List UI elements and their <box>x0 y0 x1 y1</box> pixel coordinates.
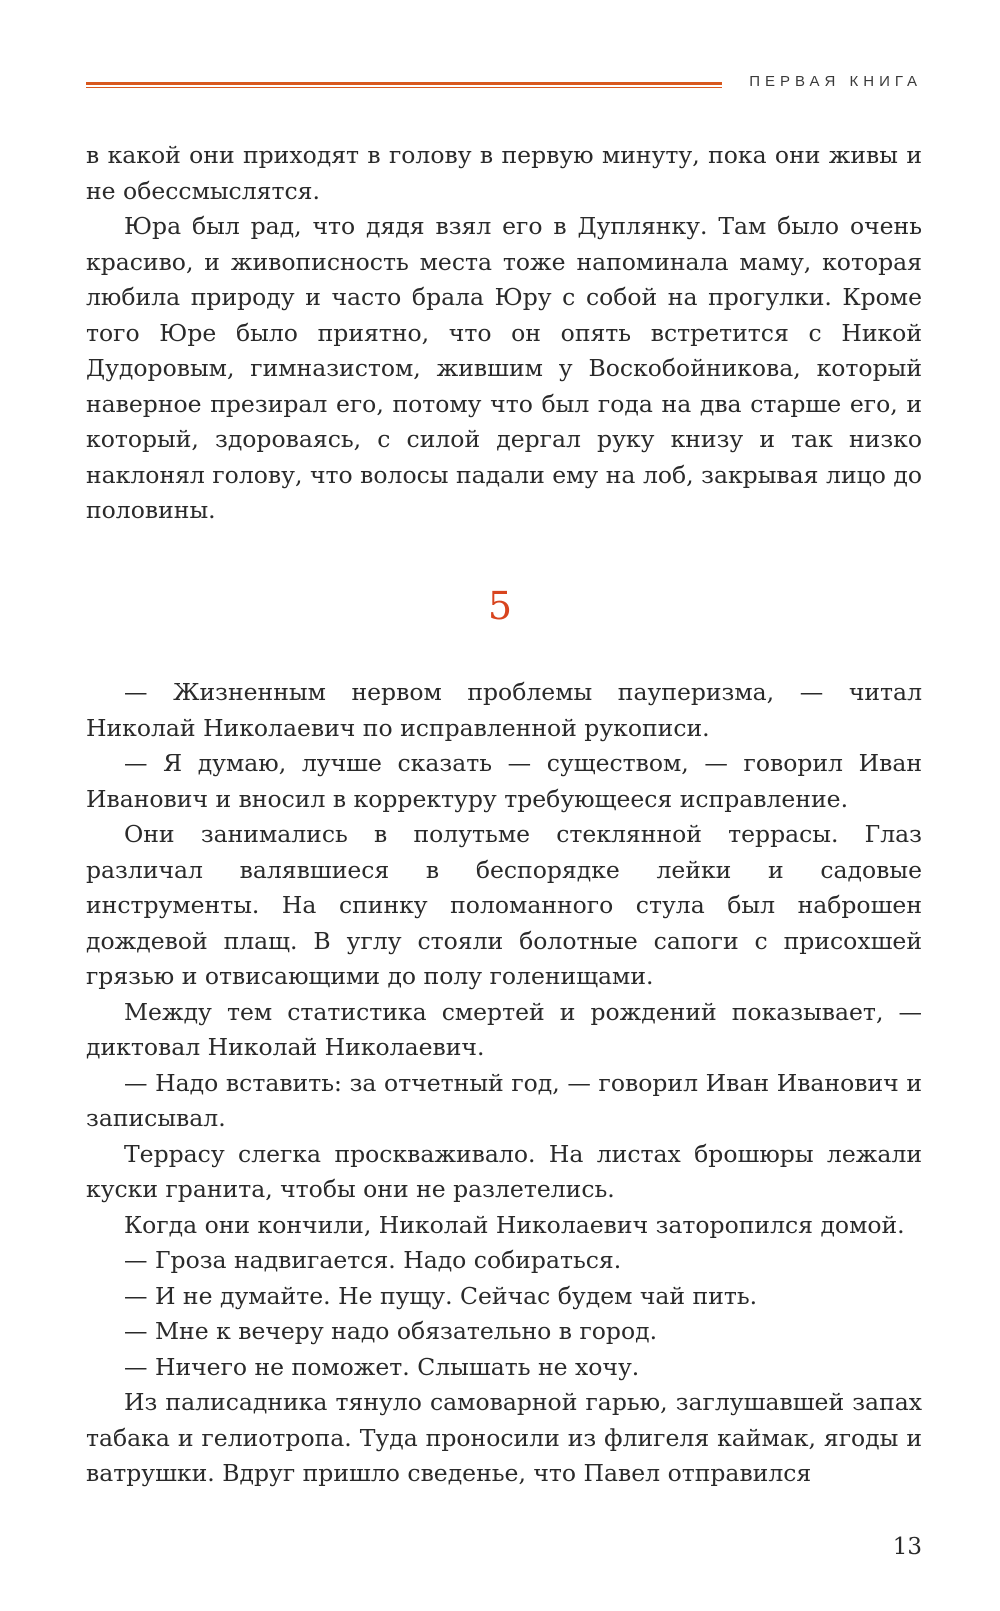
paragraph: Когда они кончили, Николай Николаевич заторопился домой. <box>124 1210 905 1239</box>
text-block-main <box>86 675 922 1492</box>
paragraph: Между тем статистика смертей и рождений показывает, — диктовал Николай Николаевич. <box>86 997 922 1061</box>
running-head-title: ПЕРВАЯ КНИГА <box>749 73 922 90</box>
page-number: 13 <box>892 1534 922 1560</box>
paragraph: — Надо вставить: за отчетный год, — говорил Иван Иванович и записывал. <box>86 1068 922 1132</box>
paragraph: — И не думайте. Не пущу. Сейчас будем чай пить. <box>124 1281 758 1310</box>
paragraph: Из палисадника тянуло самоварной гарью, заглушавшей запах табака и гелиотропа. Туда проносили из флигеля каймак, ягоды и ватрушки. Вдруг пришло сведенье, что Павел отправился <box>86 1388 922 1487</box>
paragraph: Юра был рад, что дядя взял его в Дуплянку. Там было очень красиво, и живописность места тоже напоминала маму, которая любила природу и часто брала Юру с собой на прогулки. Кроме того Юре было приятно, что он опять встретится с Никой Дудоровым, гимназистом, жившим у Воскобойникова, который наверное презирал его, потому что был года на два старше его, и который, здороваясь, с силой дергал руку книзу и так низко наклонял голову, что волосы падали ему на лоб, закрывая лицо до половины. <box>86 212 922 524</box>
paragraph: — Ничего не поможет. Слышать не хочу. <box>124 1352 640 1381</box>
paragraph: — Мне к вечеру надо обязательно в город. <box>124 1317 658 1345</box>
paragraph: — Гроза надвигается. Надо собираться. <box>124 1246 622 1274</box>
paragraph: — Я думаю, лучше сказать — существом, — говорил Иван Иванович и вносил в корректуру требующееся исправление. <box>86 749 922 813</box>
running-header <box>86 70 922 100</box>
text-block-top <box>86 138 922 529</box>
header-rule <box>86 82 722 88</box>
chapter-number: 5 <box>487 584 513 628</box>
paragraph: Они занимались в полутьме стеклянной террасы. Глаз различал валявшиеся в беспорядке лейки и садовые инструменты. На спинку поломанного стула был наброшен дождевой плащ. В углу стояли болотные сапоги с присохшей грязью и отвисающими до полу голенищами. <box>86 820 922 990</box>
paragraph: — Жизненным нервом проблемы пауперизма, — читал Николай Николаевич по исправленной рукописи. <box>86 678 922 742</box>
paragraph: в какой они приходят в голову в первую минуту, пока они живы и не обессмыслятся. <box>86 141 922 205</box>
paragraph: Террасу слегка просквaживало. На листах брошюры лежали куски гранита, чтобы они не разлетелись. <box>86 1139 922 1203</box>
